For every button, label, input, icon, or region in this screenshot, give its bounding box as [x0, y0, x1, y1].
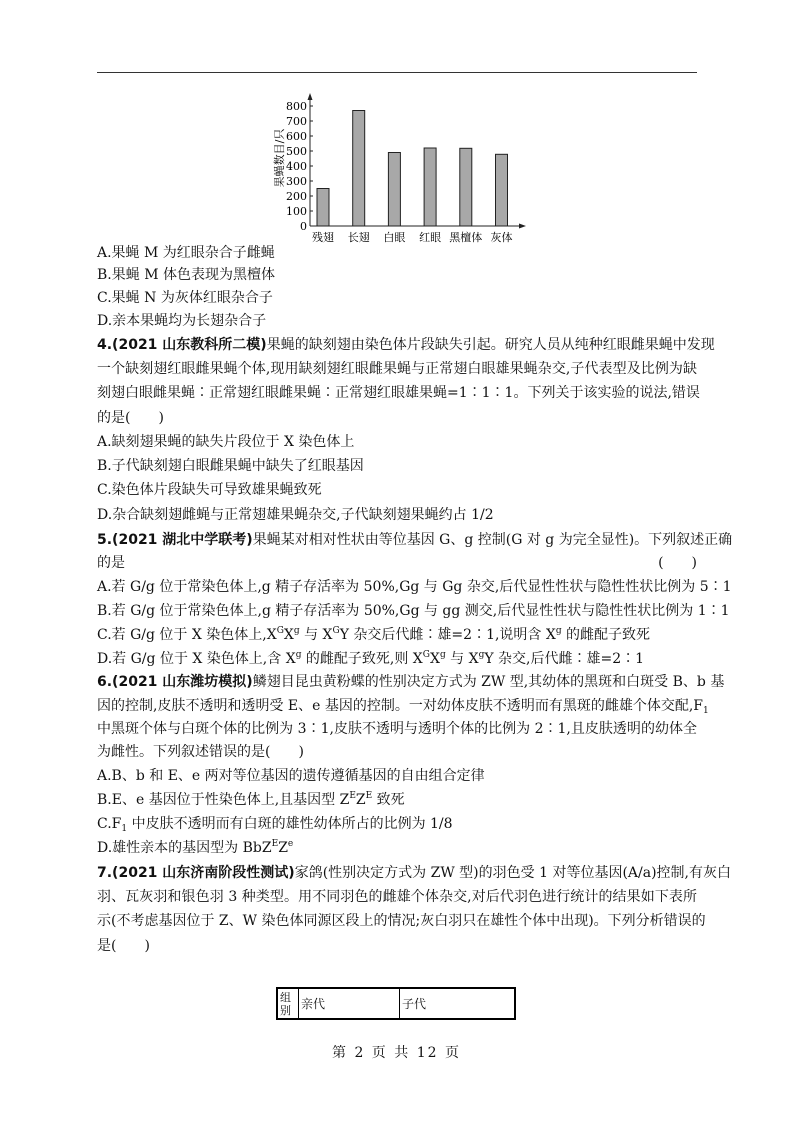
bar — [388, 153, 400, 227]
text-segment: C.若 G/g 位于 X 染色体上,X — [97, 627, 277, 643]
text-segment: D.若 G/g 位于 X 染色体上,含 X — [97, 651, 296, 667]
answer-blank: ( ) — [658, 555, 697, 571]
text-segment: 的是 — [97, 555, 125, 571]
text-line — [97, 504, 697, 526]
text-segment: D.杂合缺刻翅雌蝇与正常翅雄果蝇杂交,子代缺刻翅果蝇约占 1/2 — [97, 507, 494, 523]
text-segment: 的是( ) — [97, 410, 164, 426]
text-segment: 的雌配子致死,则 X — [301, 651, 423, 667]
page-footer: 第 2 页 共 12 页 — [332, 1045, 461, 1061]
text-segment: G — [332, 626, 340, 636]
x-tick-label: 黑檀体 — [449, 231, 483, 244]
y-tick-label: 600 — [286, 130, 307, 143]
text-segment: A.B、b 和 E、e 两对等位基因的遗传遵循基因的自由组合定律 — [97, 768, 485, 784]
bar — [496, 154, 508, 226]
text-segment: 示(不考虑基因位于 Z、W 染色体同源区段上的情况;灰白羽只在雄性个体中出现)。下列分析错误的 — [97, 913, 706, 929]
text-line — [97, 910, 706, 932]
text-line — [97, 455, 697, 477]
text-segment: D.亲本果蝇均为长翅杂合子 — [97, 313, 267, 329]
text-segment: 中皮肤不透明而有白斑的雄性幼体所占的比例为 1/8 — [127, 816, 453, 832]
text-line — [97, 741, 697, 763]
text-line — [97, 407, 697, 429]
text-line — [97, 789, 697, 811]
text-segment: 刻翅白眼雌果蝇∶正常翅红眼雌果蝇∶正常翅红眼雄果蝇=1∶1∶1。下列关于该实验的说法,错误 — [97, 385, 700, 401]
y-tick-label: 500 — [286, 145, 307, 158]
text-line — [97, 358, 697, 380]
text-segment: E — [365, 791, 373, 801]
y-tick-label: 200 — [286, 190, 307, 203]
text-segment: g — [555, 626, 562, 636]
text-segment: 中黑斑个体与白斑个体的比例为 3∶1,皮肤不透明与透明个体的比例为 2∶1,且皮肤透明的幼体全 — [97, 721, 697, 737]
text-segment: 与 X — [445, 651, 479, 667]
text-segment: D.雄性亲本的基因型为 BbZ — [97, 840, 272, 856]
text-line — [97, 334, 715, 356]
text-segment: Y 杂交,后代雌∶雄=2∶1 — [484, 651, 645, 667]
text-line — [97, 431, 697, 453]
text-segment: g — [478, 650, 485, 660]
text-segment: G — [422, 650, 430, 660]
x-tick-label: 灰体 — [490, 231, 513, 244]
table-header-group: 组别 — [277, 988, 299, 1019]
text-segment: 致死 — [372, 792, 405, 808]
y-tick-label: 400 — [286, 160, 307, 173]
x-tick-label: 白眼 — [383, 231, 406, 244]
text-line — [97, 529, 733, 551]
text-segment: 是( ) — [97, 938, 150, 954]
text-line — [97, 718, 697, 740]
text-line — [97, 935, 697, 957]
text-segment: E — [271, 839, 279, 849]
text-segment: 1 — [121, 824, 128, 834]
question-source: 4.(2021 山东教科所二模) — [97, 337, 267, 353]
table-header-parent: 亲代 — [299, 988, 400, 1019]
bar — [353, 111, 365, 227]
text-line — [97, 765, 697, 787]
text-line — [97, 886, 697, 908]
header-rule — [97, 72, 697, 73]
text-segment: 为雌性。下列叙述错误的是( ) — [97, 744, 304, 760]
text-segment: 的雌配子致死 — [561, 627, 651, 643]
text-line — [97, 552, 697, 574]
text-segment: 鳞翅目昆虫黄粉蝶的性别决定方式为 ZW 型,其幼体的黑斑和白斑受 B、b 基 — [252, 674, 725, 690]
text-segment: 与 X — [299, 627, 333, 643]
text-segment: g — [295, 650, 302, 660]
text-segment: C.F — [97, 816, 122, 832]
text-line — [97, 648, 697, 670]
text-segment: C.果蝇 N 为灰体红眼杂合子 — [97, 290, 273, 306]
text-segment: B.子代缺刻翅白眼雌果蝇中缺失了红眼基因 — [97, 458, 364, 474]
x-axis-arrow — [519, 224, 526, 229]
table-header-row — [277, 988, 515, 1019]
question-source: 6.(2021 山东潍坊模拟) — [97, 674, 253, 690]
text-segment: Z — [278, 840, 288, 856]
text-line — [97, 695, 709, 717]
text-segment: X — [429, 651, 440, 667]
y-tick-label: 0 — [300, 220, 307, 233]
text-line — [97, 382, 700, 404]
y-axis-arrow — [308, 93, 313, 100]
text-line — [97, 624, 697, 646]
y-tick-label: 100 — [286, 205, 307, 218]
x-tick-label: 残翅 — [312, 231, 334, 244]
table-header-offspring: 子代 — [400, 988, 516, 1019]
text-segment: 1 — [703, 706, 709, 716]
bar-chart — [250, 90, 530, 250]
y-tick-label: 700 — [286, 115, 307, 128]
y-axis-label: 果蝇数目/只 — [273, 128, 286, 188]
text-line — [97, 576, 732, 598]
text-segment: 果蝇的缺刻翅由染色体片段缺失引起。研究人员从纯种红眼雌果蝇中发现 — [266, 337, 715, 353]
y-tick-label: 300 — [286, 175, 307, 188]
text-segment: 家鸽(性别决定方式为 ZW 型)的羽色受 1 对等位基因(A/a)控制,有灰白 — [294, 865, 731, 881]
text-segment: 羽、瓦灰羽和银色羽 3 种类型。用不同羽色的雌雄个体杂交,对后代羽色进行统计的结果如下表所 — [97, 889, 697, 905]
text-segment: C.染色体片段缺失可导致雄果蝇致死 — [97, 482, 322, 498]
text-segment: B.E、e 基因位于性染色体上,且基因型 Z — [97, 792, 350, 808]
text-line — [97, 310, 697, 332]
text-segment: B.若 G/g 位于常染色体上,g 精子存活率为 50%,Gg 与 gg 测交,后代显性性状与隐性性状比例为 1∶1 — [97, 603, 730, 619]
text-segment: B.果蝇 M 体色表现为黑檀体 — [97, 267, 275, 283]
text-segment: A.缺刻翅果蝇的缺失片段位于 X 染色体上 — [97, 434, 355, 450]
x-tick-label: 长翅 — [347, 231, 370, 244]
text-segment: e — [287, 839, 294, 849]
text-segment: Z — [355, 792, 366, 808]
text-line — [97, 287, 697, 309]
question-source: 7.(2021 山东济南阶段性测试) — [97, 865, 295, 881]
text-line — [97, 813, 697, 835]
text-segment: A.果蝇 M 为红眼杂合子雌蝇 — [97, 245, 275, 261]
text-segment: 因的控制,皮肤不透明和透明受 E、e 基因的控制。一对幼体皮肤不透明而有黑斑的雌雄个体交配,F — [97, 698, 704, 714]
text-segment: Y 杂交后代雌∶雄=2∶1,说明含 X — [339, 627, 556, 643]
text-segment: 一个缺刻翅红眼雌果蝇个体,现用缺刻翅红眼雌果蝇与正常翅白眼雄果蝇杂交,子代表型及比例为缺 — [97, 361, 697, 377]
text-segment: g — [293, 626, 300, 636]
text-segment: A.若 G/g 位于常染色体上,g 精子存活率为 50%,Gg 与 Gg 杂交,后代显性性状与隐性性状比例为 5∶1 — [97, 579, 732, 595]
text-segment: X — [283, 627, 294, 643]
bar — [460, 148, 472, 226]
data-table — [276, 987, 516, 1020]
question-source: 5.(2021 湖北中学联考) — [97, 532, 253, 548]
text-line — [97, 862, 731, 884]
text-segment: g — [439, 650, 446, 660]
text-line — [97, 242, 697, 264]
text-line — [97, 837, 697, 859]
text-line — [97, 479, 697, 501]
text-line — [97, 600, 730, 622]
bar — [317, 189, 329, 227]
y-tick-label: 800 — [286, 100, 307, 113]
x-tick-label: 红眼 — [419, 231, 442, 244]
text-segment: 果蝇某对相对性状由等位基因 G、g 控制(G 对 g 为完全显性)。下列叙述正确 — [252, 532, 733, 548]
text-segment: G — [276, 626, 284, 636]
bar — [424, 148, 436, 226]
text-line — [97, 264, 697, 286]
text-segment: E — [349, 791, 356, 801]
text-line — [97, 671, 725, 693]
